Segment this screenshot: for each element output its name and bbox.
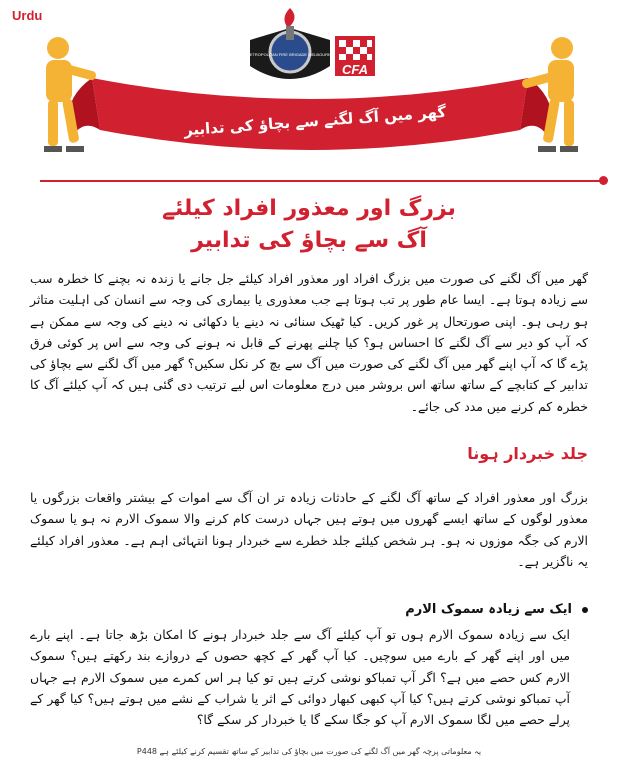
cfa-logo-text: CFA: [342, 62, 368, 77]
intro-paragraph: گھر میں آگ لگنے کی صورت میں بزرگ افراد اور معذور افراد کیلئے جل جانے یا زندہ نہ بچنے کا خطرہ سب سے زیادہ ہوتا ہے۔ ایسا عام طور پر تب ہوتا ہے جب معذوری یا بیماری کی وجہ سے انسان کی اہلیت متاثر ہو رہی ہو۔ اپنی صورتحال پر غور کریں۔ کیا ٹھیک سنائی نہ دینے یا دکھائی نہ دینے کی وجہ سے ممکن ہے کہ آپ کو دیر سے آگ لگنے کا احساس ہو؟ کیا چلنے پھرنے کے قابل نہ ہونے کی وجہ سے اس پر کوئی فرق پڑے گا کہ آپ اپنے گھر میں آگ لگنے کی صورت میں آگ سے بچ کر نکل سکیں؟ گھر میں آگ لگنے سے بچاؤ کی تدابیر کے کتابچے کے ساتھ ساتھ اس بروشر میں درج معلومات اس لیے ترتیب دی گئی ہیں کہ آپ کیلئے آگ کا خطرہ کم کرنے میں مدد کی جائے۔: [30, 271, 588, 414]
divider-dot: [599, 176, 608, 185]
section-heading: جلد خبردار ہونا: [467, 444, 588, 463]
footer-note: یہ معلوماتی پرچہ گھر میں آگ لگنے کی صورت میں بچاؤ کی تدابیر کے ساتھ تقسیم کرنے کیلئے ہے P448: [136, 747, 482, 756]
cfa-logo: [335, 36, 375, 77]
divider-rule: [40, 180, 604, 182]
page-title-line-2: آگ سے بچاؤ کی تدابیر: [191, 228, 427, 253]
mfb-logo-text: METROPOLITAN FIRE BRIGADE MELBOURNE: [246, 52, 334, 57]
section-paragraph: بزرگ اور معذور افراد کے ساتھ آگ لگنے کے حادثات زیادہ تر ان آگ سے اموات کے بیشتر واقعات بزرگوں یا معذور لوگوں کے ساتھ ایسے گھروں میں ہوتے ہیں جہاں درست کام کرنے والا سموک الارم نہ ہو یا سموک الارم کی جگہ موزوں نہ ہو۔ ہر شخص کیلئے جلد خطرے سے خبردار ہونا انتہائی اہم ہے۔ معذور افراد کیلئے یہ ناگزیر ہے۔: [30, 490, 588, 569]
bullet-heading: ایک سے زیادہ سموک الارم: [405, 602, 572, 617]
banner-text: گھر میں آگ لگنے سے بچاؤ کی تدابیر: [183, 102, 447, 140]
language-label: Urdu: [12, 8, 43, 23]
bullet-dot-icon: [582, 607, 588, 613]
header-banner: [0, 0, 618, 180]
bullet-heading-row: [405, 602, 588, 617]
mfb-logo: [246, 8, 333, 79]
page-title-line-1: بزرگ اور معذور افراد کیلئے: [162, 196, 456, 221]
bullet-paragraph: ایک سے زیادہ سموک الارم ہوں تو آپ کیلئے آگ سے جلد خبردار ہونے کا امکان بڑھ جاتا ہے۔ اپنے بارے میں اور اپنے گھر کے بارے میں سوچیں۔ کیا آپ گھر کے کچھ حصوں کے دروازے بند رکھتے ہیں؟ سموک الارم کس حصے میں ہے؟ اگر آپ تمباکو نوشی کرتے ہیں تو کیا ہر اس کمرے میں سموک الارم ہے جہاں آپ تمباکو نوشی کرتے ہیں؟ کیا آپ کبھی کبھار دوائی کے اثر یا شراب کے نشے میں ہوتے ہیں؟ کیا گھر کے پرلے حصے میں لگا سموک الارم آپ کو جگا سکے گا یا خبردار کر سکے گا؟: [30, 627, 570, 728]
